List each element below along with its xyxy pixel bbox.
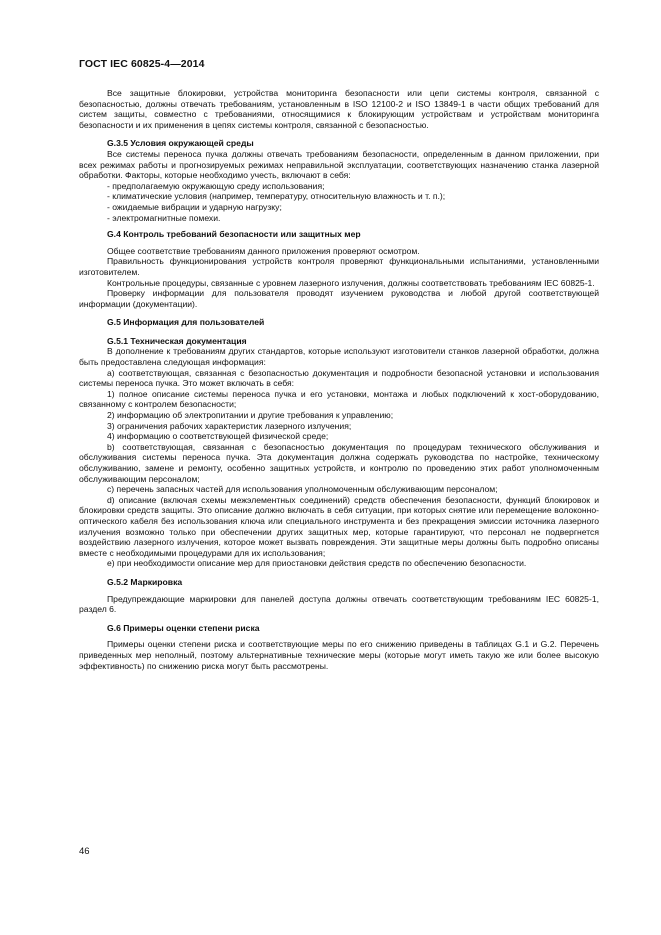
list-item: - предполагаемую окружающую среду использования;: [107, 180, 325, 191]
section-heading-g4: G.4 Контроль требований безопасности или защитных мер: [107, 229, 361, 240]
page-number: 46: [79, 846, 90, 857]
list-item: - ожидаемые вибрации и ударную нагрузку;: [107, 201, 282, 212]
g51-item-2: 2) информацию об электропитании и другие требования к управлению;: [107, 410, 394, 421]
section-heading-g35: G.3.5 Условия окружающей среды: [107, 138, 254, 149]
section-heading-g52: G.5.2 Маркировка: [107, 576, 183, 587]
g4-paragraph: Общее соответствие требованиям данного приложения проверяют осмотром.: [107, 245, 420, 256]
g4-paragraph: Правильность функционирования устройств контроля проверяют функциональными испытаниями, установленными изготовителем.: [79, 256, 599, 277]
g4-paragraph: Контрольные процедуры, связанные с уровнем лазерного излучения, должны соответствовать требованиям IEC 60825-1.: [107, 277, 595, 288]
list-item: - электромагнитные помехи.: [107, 212, 221, 223]
section-heading-g51: G.5.1 Техническая документация: [107, 335, 247, 346]
g51-item-a: а) соответствующая, связанная с безопасностью документация и подробности безопасной установки и использования системы переноса пучка. Это может включать в себя:: [79, 367, 599, 389]
g51-item-1: 1) полное описание системы переноса пучка и его установки, монтажа и любых подключений к хост-оборудованию, связанному с контролем безопасности;: [79, 388, 599, 410]
g51-item-b: b) соответствующая, связанная с безопасностью документация по процедурам технического обслуживания и обслуживания системы переноса пучка. Эта документация должна содержать руководства по настройке, техническому обслуживанию, замене и ремонту, особенно защитных устройств, и контролю по проведению этих работ уполномоченным обслуживающим персоналом;: [79, 441, 599, 484]
page-body: [79, 88, 599, 671]
intro-paragraph: Все защитные блокировки, устройства мониторинга безопасности или цепи системы контроля, связанной с безопасностью, должны отвечать требованиям, установленным в ISO 12100-2 и ISO 13849-1 в части общих требований для систем защиты, совместно с требованиями, относящимися к блокирующим устройствам и устройствам мониторинга безопасности и их применения в цепях системы контроля, связанной с безопасностью.: [79, 88, 599, 130]
g35-paragraph: Все системы переноса пучка должны отвечать требованиям безопасности, определенным в данном приложении, при всех режимах работы и прогнозируемых режимах неправильной эксплуатации, соответствующих назначению станка лазерной обработки. Факторы, которые необходимо учесть, включают в себя:: [79, 148, 599, 181]
g6-paragraph: Примеры оценки степени риска и соответствующие меры по его снижению приведены в таблицах G.1 и G.2. Перечень приведенных мер неполный, поэтому альтернативные технические меры (которые могут иметь такую же или более высокую эффективность) по снижению риска могут быть рассмотрены.: [79, 639, 599, 671]
list-item: - климатические условия (например, температуру, относительную влажность и т. п.);: [107, 191, 446, 202]
g51-item-3: 3) ограничения рабочих характеристик лазерного излучения;: [107, 420, 352, 431]
g51-paragraph: В дополнение к требованиям других стандартов, которые используют изготовители станков лазерной обработки, должна быть предоставлена следующая информация:: [79, 346, 599, 368]
g51-item-d: d) описание (включая схемы межэлементных соединений) средств обеспечения безопасности, функций блокировок и блокировки средств защиты. Это описание должно включать в себя ситуации, при которых снятие или перемещение волоконно-оптического кабеля без использования ключа или специального инструмента и без прекращения эмиссии источника лазерного излучения возможно только при обеспечении других защитных мер, которые гарантируют, что персонал не подвергнется воздействию лазерного излучения, которое может вызвать повреждения. Эти защитные меры должны быть подробно описаны вместе с необходимыми процедурами для их использования;: [79, 494, 599, 558]
section-heading-g6: G.6 Примеры оценки степени риска: [107, 622, 260, 633]
g52-paragraph: Предупреждающие маркировки для панелей доступа должны отвечать соответствующим требованиям IEC 60825-1, раздел 6.: [79, 593, 599, 615]
section-heading-g5: G.5 Информация для пользователей: [107, 317, 265, 328]
g51-item-4: 4) информацию о соответствующей физической среде;: [107, 431, 329, 442]
g51-item-c: с) перечень запасных частей для использования уполномоченным обслуживающим персоналом;: [107, 484, 498, 495]
g51-item-e: е) при необходимости описание мер для приостановки действия средств по обеспечению безопасности.: [107, 558, 527, 569]
document-header: ГОСТ IEC 60825-4—2014: [79, 58, 205, 70]
g4-paragraph: Проверку информации для пользователя проводят изучением руководства и любой другой соответствующей информации (документации).: [79, 288, 599, 309]
